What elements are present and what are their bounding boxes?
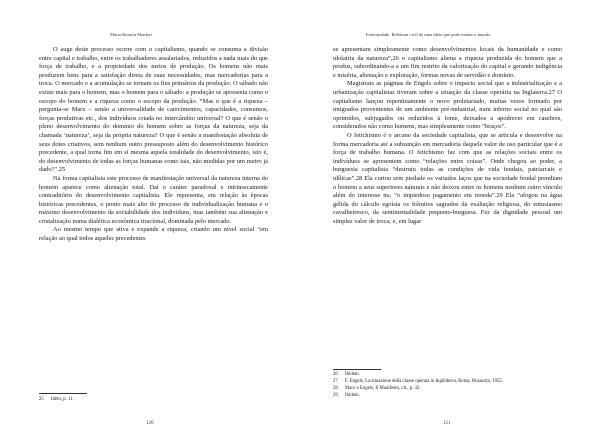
footnote-divider (39, 393, 87, 394)
footnote (333, 385, 562, 392)
paragraph: O fetichismo é o arcano da sociedade capitalista, que se articula e desenvolve na forma mercadoria até a subsunção em mercadoria daquele valor de uso particular que é a força de trabalho humana. O fetichismo faz com que as relações sociais entre os indivíduos se apresentem como “relações entre coisas”. Onde chegou ao poder, a burguesia capitalista “destruiu todas as condições de vida feudais, patriarcais e idílicas”.28 Ela cortou sem piedade os variados laços que na sociedade feudal prendiam o homem a seus superiores naturais e não deixou entre os homens nenhum outro vínculo além do interesse nu, “o impiedoso pagamento em moeda”.29 Ela “afogou na água gélida do cálculo egoísta os frêmitos sagrados da exaltação religiosa, do entusiasmo cavalheiresco, da sentimentalidade pequeno-burguesa. Fez da dignidade pessoal um simples valor de troca; e, em lugar (333, 131, 562, 225)
footnote-number: 26 (333, 372, 338, 377)
footnotes-right (333, 371, 562, 399)
paragraph: Ao mesmo tempo que ativa e expande a riqueza, criando um nível social “em relação ao qual todos aqueles precedentes (39, 226, 268, 243)
running-header-left: Maria Rosaria Manieri (110, 32, 152, 37)
paragraph: Magistrais as páginas de Engels sobre o impacto social que a industrialização e a urbanização capitalistas tiveram sobre a situação da classe operária na Inglaterra.27 O capitalismo lançou repentinamente o novo proletariado, muitas vezes formado por imigrados provenientes de um ambiente pré-industrial, num inferno social no qual são oprimidos, subjugados ou reduzidos à fome, deixados a apodrecer em casebres, considerados não como homens, mas simplesmente como “braços”. (333, 80, 562, 131)
footnote-number: 25 (39, 397, 44, 402)
footnote-text: Idem, p. 11. (51, 397, 74, 402)
footnote-number: 28 (333, 386, 338, 391)
footnote-text: Ibidem. (345, 372, 360, 377)
footnote (333, 371, 562, 378)
footnotes-left (39, 396, 268, 403)
footnote-text: Marx e Engels, Il Manifesto, cit., p. 32. (345, 386, 421, 391)
left-page-body (39, 46, 268, 244)
footnote-number: 27 (333, 379, 338, 384)
footnote (333, 378, 562, 385)
footnote (39, 396, 268, 403)
footnote-text: F. Engels, La situazione della classe operaia in Inghilterra, Roma, Rinascita, 1955. (345, 379, 503, 384)
paragraph: Na forma capitalista este processo de manifestação universal da natureza interna do homem aparece como alienação total. Daí o caráter paradoxal e intrinsecamente contraditório do desenvolvimento capitalista. Ele representa, em relação às épocas históricas precedentes, o ponto mais alto do processo de individualização humana e o máximo desenvolvimento da sociabilidade dos indivíduos, mas também sua alienação e cristalização numa dialética econômica tiracional, dominada pelo mercado. (39, 174, 268, 225)
footnote-text: Ibidem. (345, 393, 360, 398)
page-number-right: 121 (443, 421, 451, 426)
page-number-left: 120 (146, 421, 154, 426)
right-page-body (333, 46, 562, 226)
right-page (300, 0, 600, 448)
paragraph: se apresentam simplesmente como desenvolvimentos locais da humanidade e como idolatria da natureza”,26 o capitalismo aliena a riqueza produzida do homem que a produz, subordinando-a a um fim restrito da valorização do capital e gerando indigência e miséria, alienação e exploração, formas novas de servidão e domínio. (333, 46, 562, 79)
paragraph: O auge deste processo ocorre com o capitalismo, quando se consuma a divisão entre capital e trabalho, entre os trabalhadores assalariados, reduzidos a nada mais do que força de trabalho, e a propriedade dos meios de produção. Os homens não mais produzem bens para a satisfação direta de suas necessidades, mas mercadorias para a troca. O mercado e a acumulação se tornam os fins primários da produção. O sábado não existe mais para o homem, mas o homem para o sábado: a produção se apresenta como o escopo do homem e a riqueza como o escopo da produção. “Mas o que é a riqueza – pergunta-se Marx – senão a universalidade de carecimentos, capacidades, consumos, forças produtivas etc., dos indivíduos criada no intercâmbio universal? O que é senão o pleno desenvolvimento do domínio do homem sobre as forças da natureza, seja da chamada ‘natureza’, seja da própria natureza? O que é senão a manifestação absoluta de seus dotes criativos, sem nenhum outro pressuposto além do desenvolvimento histórico precedente, a qual torna fim em si mesma aquela totalidade do desenvolvimento, isto é, do desenvolvimento de todas as forças humanas como tais, não medidas por um metro já dado?”.25 (39, 46, 268, 174)
footnote (333, 392, 562, 399)
running-header-right: Fraternidade. Releitura civil de uma ideia que pode mudar o mundo (366, 32, 491, 37)
footnote-divider (333, 369, 381, 370)
footnote-number: 29 (333, 393, 338, 398)
